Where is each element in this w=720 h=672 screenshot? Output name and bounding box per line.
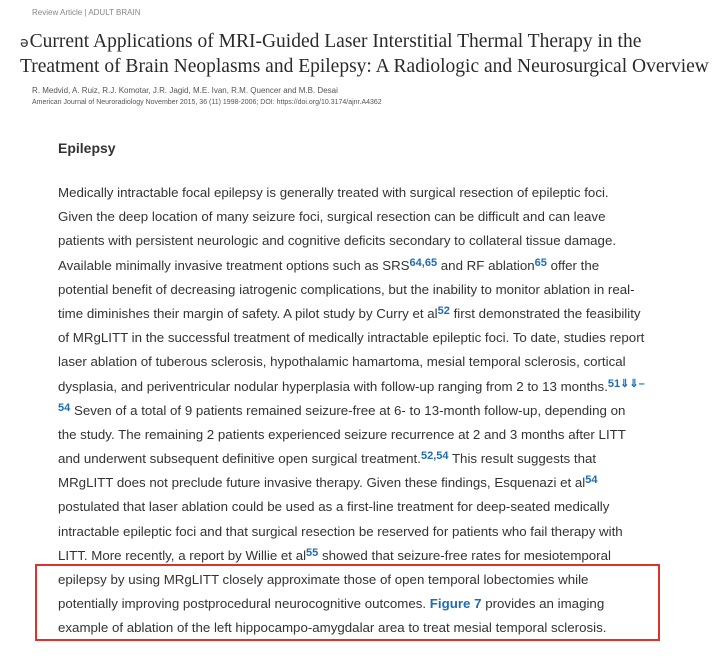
body-text-line [58, 375, 698, 399]
body-text-line: patients with persistent neurologic and cognitive deficits secondary to collateral tissue damage. [58, 233, 617, 249]
body-text-line: postulated that laser ablation could be used as a first-line treatment for deep-seated medically [58, 499, 610, 515]
body-text-segment: Available minimally invasive treatment options such as SRS [58, 257, 410, 273]
reference-link[interactable]: 52 [437, 304, 450, 317]
body-text-segment: LITT. More recently, a report by Willie et al [58, 547, 307, 563]
body-text-line [58, 471, 698, 495]
body-text-line: Given the deep location of many seizure foci, surgical resection can be difficult and can leave [58, 209, 606, 225]
body-text-line: laser ablation of tuberous sclerosis, hypothalamic hamartoma, mesial temporal sclerosis, cortical [58, 354, 626, 370]
body-text-line [58, 399, 698, 423]
body-text-line: Medically intractable focal epilepsy is generally treated with surgical resection of epileptic foci. [58, 185, 609, 200]
body-text-segment: Seven of a total of 9 patients remained seizure-free at 6- to 13-month follow-up, depending on [70, 402, 626, 418]
citation-line: American Journal of Neuroradiology November 2015, 36 (11) 1998-2006; DOI: https://doi.org/10.3174/ajnr.A4362 [32, 99, 382, 106]
reference-link[interactable]: 51⇓⇓– [607, 377, 645, 390]
reference-link[interactable]: 55 [306, 546, 319, 559]
body-text-segment: offer the [546, 257, 600, 273]
reference-link[interactable]: 65 [534, 256, 547, 269]
body-text-line [58, 254, 698, 278]
breadcrumb[interactable]: Review Article | ADULT BRAIN [32, 8, 141, 17]
body-text-line: potential benefit of decreasing iatrogenic complications, but the inability to monitor ablation in real- [58, 281, 635, 297]
section-heading: Epilepsy [58, 140, 116, 156]
reference-link[interactable]: 52,54 [420, 450, 449, 463]
body-text-line [58, 302, 698, 326]
open-access-icon: ə [20, 35, 29, 51]
author-list[interactable]: R. Medvid, A. Ruiz, R.J. Komotar, J.R. Jagid, M.E. Ivan, R.M. Quencer and M.B. Desai [32, 86, 338, 95]
body-text-segment: provides an imaging [481, 596, 605, 612]
body-text-line: of MRgLITT in the successful treatment of medically intractable epileptic foci. To date, studies report [58, 330, 645, 346]
body-text-segment: showed that seizure-free rates for mesiotemporal [318, 547, 611, 563]
body-text-segment: and underwent subsequent definitive open surgical treatment. [58, 451, 421, 467]
body-text-line [58, 592, 698, 616]
body-text-line: intractable epileptic foci and that surgical resection be reserved for patients who fail therapy with [58, 523, 623, 539]
article-title [20, 30, 710, 78]
reference-link[interactable]: 54 [58, 401, 71, 414]
body-text-segment: time diminishes their margin of safety. A pilot study by Curry et al [58, 305, 438, 321]
body-text-segment: dysplasia, and periventricular nodular hyperplasia with follow-up ranging from 2 to 13 months. [58, 378, 608, 394]
body-text-line: epilepsy by using MRgLITT closely approximate those of open temporal lobectomies while [58, 572, 589, 587]
body-text-segment: MRgLITT does not preclude future invasive therapy. Given these findings, Esquenazi et al [58, 475, 586, 491]
body-text-segment: This result suggests that [448, 451, 597, 467]
body-text-segment: and RF ablation [437, 257, 535, 273]
body-text-line [58, 447, 698, 471]
body-text-line [58, 544, 698, 568]
body-text-line: example of ablation of the left hippocampo-amygdalar area to treat mesial temporal sclerosis. [58, 620, 607, 636]
article-title-text: Current Applications of MRI-Guided Laser Interstitial Thermal Therapy in the Treatment of Brain Neoplasms and Epilepsy: A Radiologic and Neurosurgical Overview [20, 31, 709, 77]
reference-link[interactable]: 64,65 [409, 256, 438, 269]
reference-link[interactable]: 54 [585, 474, 598, 487]
body-text-segment: potentially improving postprocedural neurocognitive outcomes. [58, 596, 430, 612]
body-text-line: the study. The remaining 2 patients experienced seizure recurrence at 2 and 3 months after LITT [58, 426, 626, 442]
figure-link[interactable]: Figure 7 [429, 596, 482, 612]
section-body [58, 181, 698, 641]
body-text-segment: first demonstrated the feasibility [449, 305, 641, 321]
